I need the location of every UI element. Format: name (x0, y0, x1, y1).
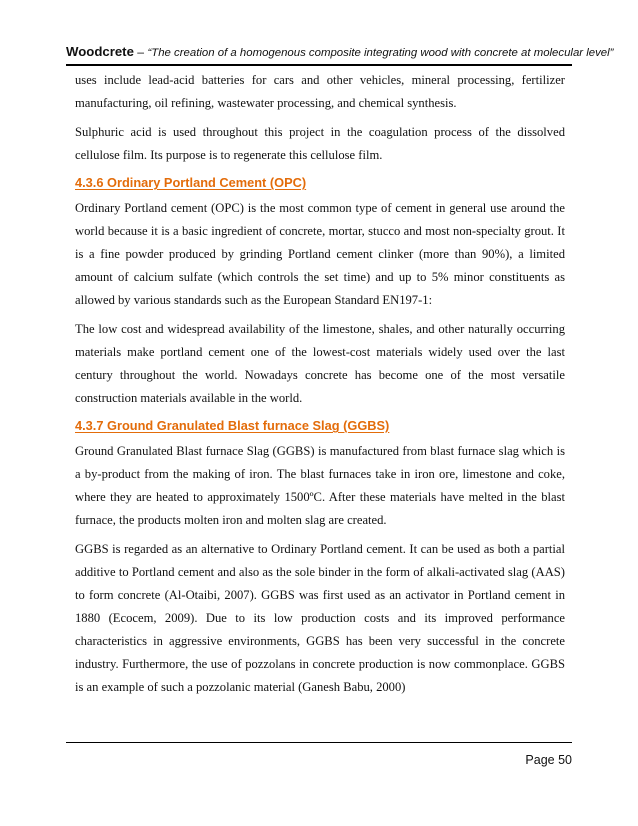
section-title-text: Ground Granulated Blast furnace Slag (GGBS) (107, 418, 390, 433)
section-paragraph: Ordinary Portland cement (OPC) is the most common type of cement in general use around the world because it is a basic ingredient of concrete, mortar, stucco and most non-specialty grout. It is a fine powder produced by grinding Portland cement clinker (more than 90%), a limited amount of calcium sulfate (which controls the set time) and up to 5% minor constituents as allowed by various standards such as the European Standard EN197-1: (75, 201, 565, 307)
section-paragraph: GGBS is regarded as an alternative to Ordinary Portland cement. It can be used as both a partial additive to Portland cement and also as the sole binder in the form of alkali-activated slag (AAS) to form concrete (Al-Otaibi, 2007). GGBS was first used as an activator in Portland cement in 1880 (Ecocem, 2009). Due to its low production costs and its improved performance characteristics in aggressive environments, GGBS has been very successful in the concrete industry. Furthermore, the use of pozzolans in concrete production is now commonplace. GGBS is an example of such a pozzolanic material (Ganesh Babu, 2000) (75, 542, 565, 694)
header-separator: – (133, 45, 148, 59)
header-brand: Woodcrete (66, 44, 134, 59)
section-title-text: Ordinary Portland Cement (OPC) (107, 175, 307, 190)
header-divider (66, 64, 572, 66)
section-heading-opc (75, 173, 565, 192)
header-subtitle: “The creation of a homogenous composite integrating wood with concrete at molecular level” (147, 47, 614, 59)
section-paragraph: Ground Granulated Blast furnace Slag (GGBS) is manufactured from blast furnace slag which is a by-product from the making of iron. The blast furnaces take in iron ore, limestone and coke, where they are heated to approximately 1500ºC. After these materials have melted in the blast furnace, the products molten iron and molten slag are created. (75, 444, 565, 527)
section-heading-ggbs (75, 416, 565, 435)
page-number: Page 50 (525, 753, 572, 767)
running-header (66, 44, 614, 61)
section-ggbs (75, 416, 565, 699)
body-paragraph-2: Sulphuric acid is used throughout this project in the coagulation process of the dissolved cellulose film. Its purpose is to regenerate this cellulose film. (75, 125, 565, 162)
section-number: 4.3.6 (75, 175, 104, 190)
page-content (75, 69, 565, 705)
body-paragraph-1: uses include lead-acid batteries for cars and other vehicles, mineral processing, fertilizer manufacturing, oil refining, wastewater processing, and chemical synthesis. (75, 73, 565, 110)
section-number: 4.3.7 (75, 418, 104, 433)
section-paragraph: The low cost and widespread availability of the limestone, shales, and other naturally occurring materials make portland cement one of the lowest-cost materials widely used over the last century throughout the world. Nowadays concrete has become one of the most versatile construction materials available in the world. (75, 322, 565, 405)
section-opc (75, 173, 565, 410)
footer-divider (66, 742, 572, 743)
